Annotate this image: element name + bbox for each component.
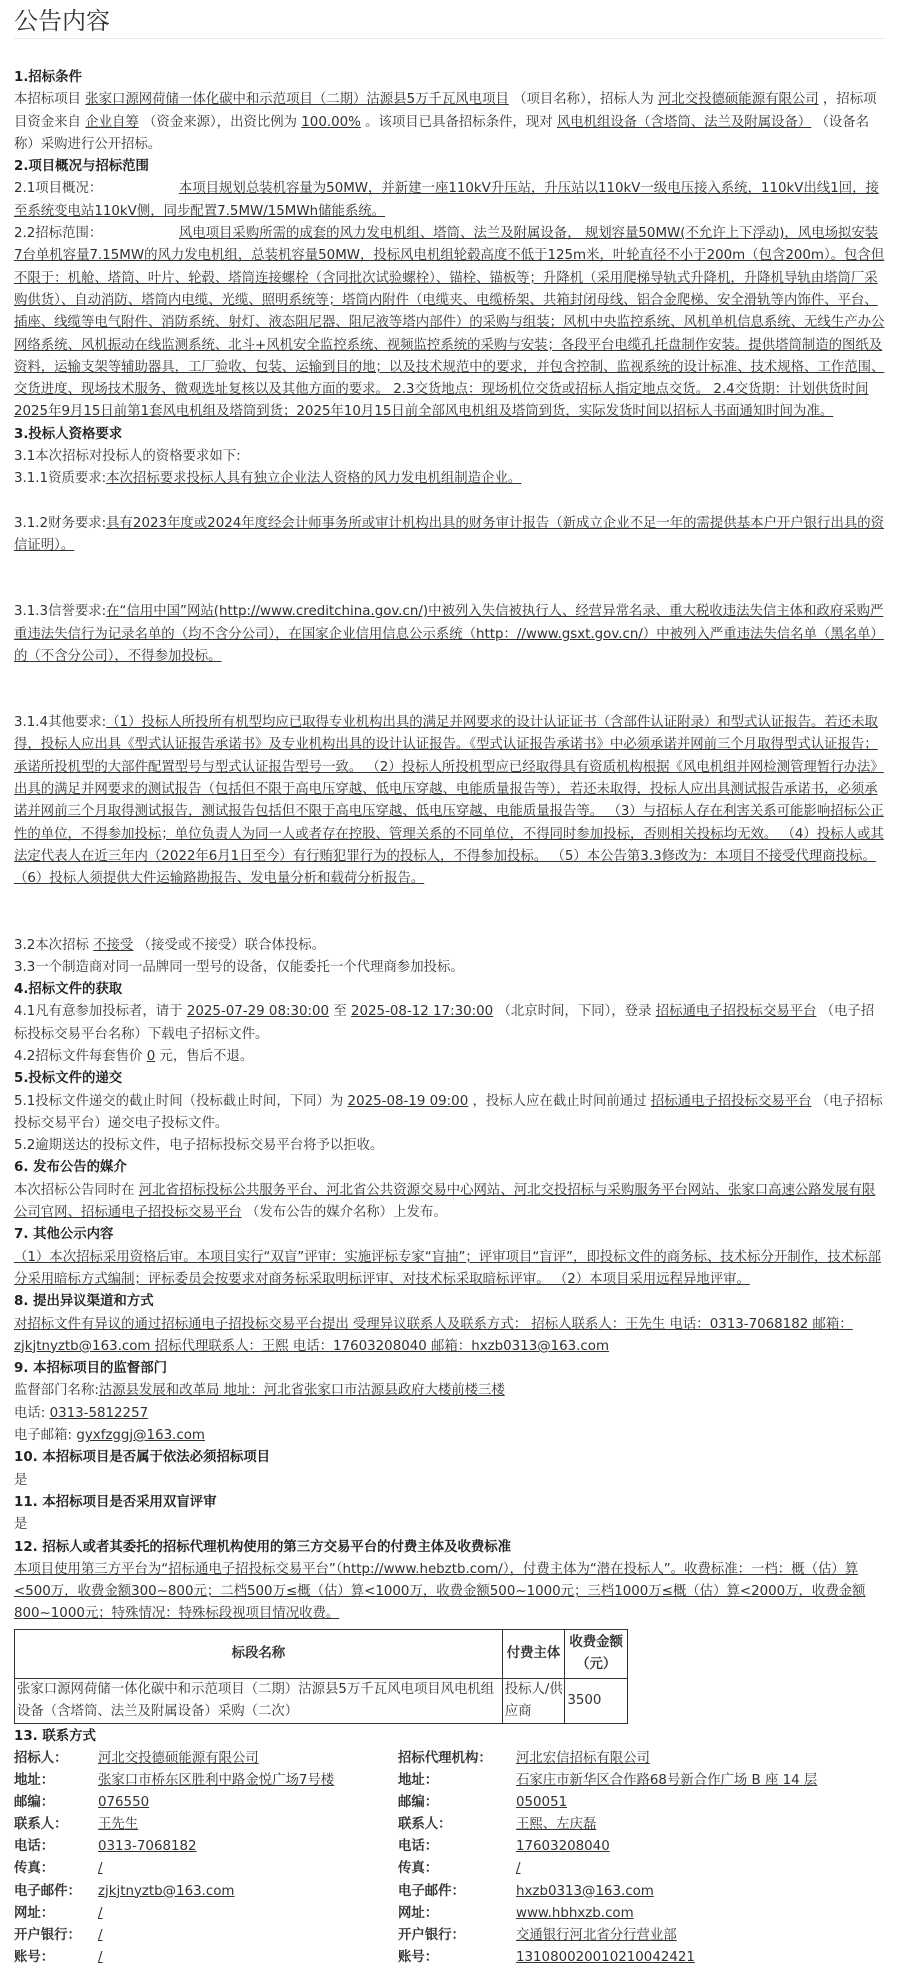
section-3 <box>14 424 885 979</box>
scope-text: 风电项目采购所需的成套的风力发电机组、塔筒、法兰及附属设备， 规划容量50MW(不允许上下浮动)，风电场拟安装7台单机容量7.15MW的风力发电机组，总装机容量50MW，投标风电机组轮毂高度不低于125m米，叶轮直径不小于200m（包含200m）。包含但不限于：机舱、塔筒、叶片、轮毂、塔筒连接螺栓（含同批次试验螺栓）、锚栓、锚板等；升降机（采用爬梯导轨式升降机，升降机导轨由塔筒厂采购供货）、自动消防、塔筒内电缆、光缆、照明系统等；塔筒内附件（电缆夹、电缆桥架、共箱封闭母线、铝合金爬梯、安全滑轨等内饰件、平台、插座、线缆等电气附件、消防系统、射灯、液态阻尼器、阻尼液等塔内部件）的采购与组装；风机中央监控系统、风机单机信息系统、无线生产办公网络系统、风机振动在线监测系统、北斗+风机安全监控系统、视频监控系统的采购与安装；各段平台电缆孔托盘制作安装。提供塔筒制造的图纸及资料，运输支架等辅助器具，工厂验收、包装、运输到目的地；以及技术规范中的要求，并包含控制、监视系统的设计标准、技术规格、工作范围、交货进度、现场技术服务、微观选址复核以及其他方面的要求。 2.3交货地点：现场机位交货或招标人指定地点交货。 2.4交货期：计划供货时间2025年9月15日前第1套风电机组及塔筒到货；2025年10月15日前全部风电机组及塔筒到货，实际发货时间以招标人书面通知时间为准。 <box>14 226 885 420</box>
section-2-heading: 2.项目概况与招标范围 <box>14 159 149 175</box>
contact-tenderee-label: 电话： <box>14 1839 55 1855</box>
contact-agency-label: 招标代理机构： <box>398 1751 492 1766</box>
section-8 <box>14 1291 885 1358</box>
equipment-name: 风电机组设备（含塔筒、法兰及附属设备） <box>556 114 812 130</box>
contact-agency-value: 王熙、左庆磊 <box>516 1817 597 1833</box>
title-bar <box>14 4 885 39</box>
platform-name: 招标通电子招投标交易平台 <box>655 1004 817 1020</box>
table-row <box>15 1678 628 1723</box>
contact-agency-label: 地址： <box>398 1773 439 1789</box>
text-span: （资金来源），出资比例为 <box>138 114 302 130</box>
contact-agency-value: hxzb0313@163.com <box>516 1883 654 1899</box>
contact-tenderee-value: / <box>98 1861 103 1877</box>
tel-label: 电话: <box>14 1405 50 1421</box>
section-13-heading: 13. 联系方式 <box>14 1728 96 1744</box>
contact-agency-value: www.hbhxzb.com <box>516 1905 634 1921</box>
section-9 <box>14 1358 885 1447</box>
section-4 <box>14 979 885 1068</box>
contact-tenderee-label: 联系人： <box>14 1817 68 1833</box>
section-5-heading: 5.投标文件的递交 <box>14 1071 123 1087</box>
section-8-heading: 8. 提出异议渠道和方式 <box>14 1294 154 1310</box>
dept-label: 监督部门名称: <box>14 1383 99 1399</box>
contact-agency-value: / <box>516 1861 521 1877</box>
consortium-clause <box>14 935 885 957</box>
project-name: 张家口源网荷储一体化碳中和示范项目（二期）沽源县5万千瓦风电项目 <box>85 92 509 108</box>
section-12 <box>14 1537 885 1724</box>
contact-agency-label: 电子邮件： <box>398 1883 465 1899</box>
text-span: 元，售后不退。 <box>155 1048 254 1064</box>
consortium-value: 不接受 <box>93 937 134 953</box>
section-10 <box>14 1447 885 1492</box>
column-header: 收费金额（元） <box>565 1629 628 1678</box>
overview-text: 本项目规划总装机容量为50MW，并新建一座110kV升压站，升压站以110kV一级电压接入系统，110kV出线1回，接至系统变电站110kV侧，同步配置7.5MW/15MWh储能系统。 <box>14 181 879 219</box>
contact-agency-label: 账号： <box>398 1949 439 1965</box>
contact-tenderee-label: 开户银行： <box>14 1927 81 1943</box>
supervisor-mail <box>14 1425 885 1447</box>
fee-standard: 本项目使用第三方平台为“招标通电子招投标交易平台”（http://www.hebztb.com/），付费主体为“潜在投标人”。收费标准：一档：概（估）算<500万，收费金额300~800元；二档500万≤概（估）算<1000万，收费金额500~1000元；三档1000万≤概（估）算<2000万，收费金额800~1000元；特殊情况：特殊标段视项目情况收费。 <box>14 1561 866 1622</box>
text-span: （电子招标投标交易平台）递交电子投标文件。 <box>14 1093 883 1131</box>
contact-agency-label: 网址： <box>398 1905 439 1921</box>
other-requirement <box>14 712 885 890</box>
section-10-answer: 是 <box>14 1472 28 1488</box>
bid-submission <box>14 1091 885 1136</box>
fee-table <box>14 1629 628 1724</box>
text-span: 4.2招标文件每套售价 <box>14 1048 147 1064</box>
contact-agency-label: 传真： <box>398 1861 439 1877</box>
contact-tenderee-value: / <box>98 1905 103 1921</box>
text-span: 4.1凡有意参加投标者，请于 <box>14 1004 187 1020</box>
text-span: （设备名称）采购进行公开招标。 <box>14 114 870 152</box>
text-span: （北京时间，下同），登录 <box>493 1004 656 1020</box>
text-span: （发布公告的媒介名称）上发布。 <box>241 1205 447 1221</box>
section-10-heading: 10. 本招标项目是否属于依法必须招标项目 <box>14 1450 271 1466</box>
contact-agency-value: 河北宏信招标有限公司 <box>516 1751 650 1766</box>
contact-agency-value: 石家庄市新华区合作路68号新合作广场 B 座 14 层 <box>516 1773 818 1789</box>
supervisor-tel <box>14 1403 885 1425</box>
qualification-intro: 3.1本次招标对投标人的资格要求如下: <box>14 449 241 465</box>
section-2 <box>14 156 885 424</box>
price-value: 0 <box>146 1048 156 1064</box>
scope-label: 2.2招标范围： <box>14 226 103 242</box>
text-span: ，投标人应在截止时间前通过 <box>468 1093 651 1109</box>
end-time: 2025-08-12 17:30:00 <box>350 1004 494 1020</box>
section-13 <box>14 1726 885 1969</box>
section-1-text <box>14 89 885 156</box>
section-1-heading: 1.招标条件 <box>14 70 82 85</box>
contact-grid <box>14 1748 885 1969</box>
qualification-requirement <box>14 468 885 490</box>
section-6-heading: 6. 发布公告的媒介 <box>14 1160 127 1176</box>
contact-tenderee-value: zjkjtnyztb@163.com <box>98 1883 235 1899</box>
contact-agency-value: 050051 <box>516 1795 568 1811</box>
amount-cell: 3500 <box>565 1678 628 1723</box>
contact-tenderee-label: 邮编： <box>14 1795 55 1811</box>
section-5 <box>14 1068 885 1157</box>
contact-agency-value: 交通银行河北省分行营业部 <box>516 1927 677 1943</box>
contact-tenderee-value: 张家口市桥东区胜利中路金悦广场7号楼 <box>98 1773 335 1789</box>
section-11 <box>14 1492 885 1537</box>
agent-clause: 3.3一个制造商对同一品牌同一型号的设备，仅能委托一个代理商参加投标。 <box>14 959 464 975</box>
section-11-answer: 是 <box>14 1517 28 1533</box>
contact-agency-value: 131080020010210042421 <box>516 1949 695 1965</box>
text-span: 3.2本次招标 <box>14 937 94 953</box>
contact-tenderee-value: / <box>98 1927 103 1943</box>
contact-tenderee-value: 076550 <box>98 1795 150 1811</box>
section-7-heading: 7. 其他公示内容 <box>14 1227 114 1243</box>
section-1 <box>14 67 885 156</box>
contact-tenderee-label: 地址： <box>14 1773 55 1789</box>
contact-tenderee-value: 王先生 <box>98 1817 139 1833</box>
req-text: 本次招标要求投标人具有独立企业法人资格的风力发电机组制造企业。 <box>106 471 522 487</box>
financial-requirement <box>14 513 885 558</box>
contact-tenderee-value: 河北交投德硕能源有限公司 <box>98 1751 259 1766</box>
document-acquisition <box>14 1001 885 1046</box>
contact-agency-label: 开户银行： <box>398 1927 465 1943</box>
page-title: 公告内容 <box>14 7 110 35</box>
contact-agency-label: 邮编： <box>398 1795 439 1811</box>
start-time: 2025-07-29 08:30:00 <box>186 1004 330 1020</box>
publication-media <box>14 1180 885 1225</box>
req-label: 3.1.3信誉要求: <box>14 604 107 620</box>
contact-tenderee-value: 0313-7068182 <box>98 1839 197 1855</box>
text-span: 5.1投标文件递交的截止时间（投标截止时间，下同）为 <box>14 1093 348 1109</box>
credit-requirement <box>14 601 885 668</box>
contact-tenderee-label: 招标人： <box>14 1751 68 1766</box>
req-text: （1）投标人所投所有机型均应已取得专业机构出具的满足并网要求的设计认证证书（含部件认证附录）和型式认证报告。若还未取得，投标人应出具《型式认证报告承诺书》及专业机构出具的设计认证报告。《型式认证报告承诺书》中必须承诺并网前三个月取得型式认证报告；承诺所投机型的大部件配置型号与型式认证报告型号一致。 （2）投标人所投机型应已经取得具有资质机构根据《风电机组并网检测管理暂行办法》出具的满足并网要求的测试报告（包括但不限于高电压穿越、低电压穿越、电能质量报告等），若还未取得，投标人应出具测试报告承诺书，必须承诺并网前三个月取得测试报告，测试报告包括但不限于高电压穿越、低电压穿越、电能质量报告等。 （3）与招标人存在利害关系可能影响招标公正性的单位，不得参加投标；单位负责人为同一人或者存在控股、管理关系的不同单位，不得同时参加投标，否则相关投标均无效。 （4）投标人或其法定代表人在近三年内（2022年6月1日至今）有行贿犯罪行为的投标人，不得参加投标。 （5）本公告第3.3修改为：本项目不接受代理商投标。 （6）投标人须提供大件运输路勘报告、发电量分析和载荷分析报告。 <box>14 715 884 887</box>
req-label: 3.1.1资质要求: <box>14 471 107 487</box>
fund-source: 企业自筹 <box>85 114 139 130</box>
contact-tenderee-label: 传真： <box>14 1861 55 1877</box>
text-span: （电子招标投标交易平台名称）下载电子招标文件。 <box>14 1004 875 1042</box>
section-7 <box>14 1224 885 1291</box>
tenderee-name: 河北交投德硕能源有限公司 <box>657 92 819 108</box>
contact-tenderee-label: 电子邮件： <box>14 1883 81 1899</box>
tender-scope <box>14 223 885 424</box>
req-text: 具有2023年度或2024年度经会计师事务所或审计机构出具的财务审计报告（新成立企业不足一年的需提供基本户开户银行出具的资信证明）。 <box>14 515 885 553</box>
req-label: 3.1.4其他要求: <box>14 715 107 731</box>
contact-agency-label: 电话： <box>398 1839 439 1855</box>
fund-ratio: 100.00% <box>301 114 361 130</box>
section-6 <box>14 1157 885 1224</box>
text-span: 至 <box>329 1004 351 1020</box>
tel-value: 0313-5812257 <box>49 1405 149 1421</box>
project-overview <box>14 178 885 223</box>
text-span: 本招标项目 <box>14 92 86 108</box>
section-4-heading: 4.招标文件的获取 <box>14 982 123 998</box>
spacer <box>102 181 179 196</box>
overview-label: 2.1项目概况： <box>14 181 103 197</box>
media-list: 河北省招标投标公共服务平台、河北省公共资源交易中心网站、河北交投招标与采购服务平台网站、张家口高速公路发展有限公司官网、招标通电子招投标交易平台 <box>14 1182 876 1221</box>
column-header: 标段名称 <box>15 1629 503 1678</box>
platform-name: 招标通电子招投标交易平台 <box>650 1093 812 1109</box>
text-span: （项目名称），招标人为 <box>508 92 658 108</box>
text-span: 本次招标公告同时在 <box>14 1182 139 1198</box>
dept-name: 沽源县发展和改革局 地址：河北省张家口市沽源县政府大楼前楼三楼 <box>98 1383 505 1399</box>
text-span: （接受或不接受）联合体投标。 <box>133 937 326 953</box>
contact-tenderee-value: / <box>98 1949 103 1965</box>
column-header: 付费主体 <box>502 1629 565 1678</box>
supervisor-dept <box>14 1380 885 1402</box>
other-notices: （1）本次招标采用资格后审。本项目实行“双盲”评审：实施评标专家“盲抽”；评审项目“盲评”，即投标文件的商务标、技术标分开制作，技术标部分采用暗标方式编制；评标委员会按要求对商务标采取明标评审、对技术标采取暗标评审。 （2）本项目采用远程异地评审。 <box>14 1249 881 1287</box>
req-label: 3.1.2财务要求: <box>14 515 107 531</box>
text-span: ，招标项目资金来自 <box>14 92 877 130</box>
contact-tenderee-label: 账号： <box>14 1949 55 1965</box>
objection-channel: 对招标文件有异议的通过招标通电子招投标交易平台提出 受理异议联系人及联系方式： 招标人联系人：王先生 电话：0313-7068182 邮箱：zjkjtnyztb@163.com 招标代理联系人：王熙 电话：17603208040 邮箱：hxzb0313@163.com <box>14 1316 853 1354</box>
section-11-heading: 11. 本招标项目是否采用双盲评审 <box>14 1494 217 1510</box>
late-submission: 5.2逾期送达的投标文件，电子招标投标交易平台将予以拒收。 <box>14 1138 384 1154</box>
document-price <box>14 1046 885 1068</box>
lot-name-cell: 张家口源网荷储一体化碳中和示范项目（二期）沽源县5万千瓦风电项目风电机组设备（含塔筒、法兰及附属设备）采购（二次） <box>15 1678 503 1723</box>
spacer <box>102 226 179 241</box>
mail-value: gyxfzggj@163.com <box>76 1428 205 1444</box>
contact-agency-label: 联系人： <box>398 1817 452 1833</box>
text-span: 。该项目已具备招标条件，现对 <box>360 114 557 130</box>
section-3-heading: 3.投标人资格要求 <box>14 426 123 442</box>
section-9-heading: 9. 本招标项目的监督部门 <box>14 1361 167 1377</box>
payer-cell: 投标人/供应商 <box>502 1678 565 1723</box>
section-12-heading: 12. 招标人或者其委托的招标代理机构使用的第三方交易平台的付费主体及收费标准 <box>14 1539 512 1555</box>
table-header-row <box>15 1629 628 1678</box>
contact-agency-value: 17603208040 <box>516 1839 610 1855</box>
mail-label: 电子邮箱: <box>14 1428 77 1444</box>
req-text: 在“信用中国”网站(http://www.creditchina.gov.cn/)中被列入失信被执行人、经营异常名录、重大税收违法失信主体和政府采购严重违法失信行为记录名单的（均不含分公司），在国家企业信用信息公示系统（http：//www.gsxt.gov.cn/）中被列入严重违法失信名单（黑名单）的（不含分公司），不得参加投标。 <box>14 604 884 664</box>
contact-tenderee-label: 网址： <box>14 1905 55 1921</box>
bid-deadline: 2025-08-19 09:00 <box>347 1093 469 1109</box>
